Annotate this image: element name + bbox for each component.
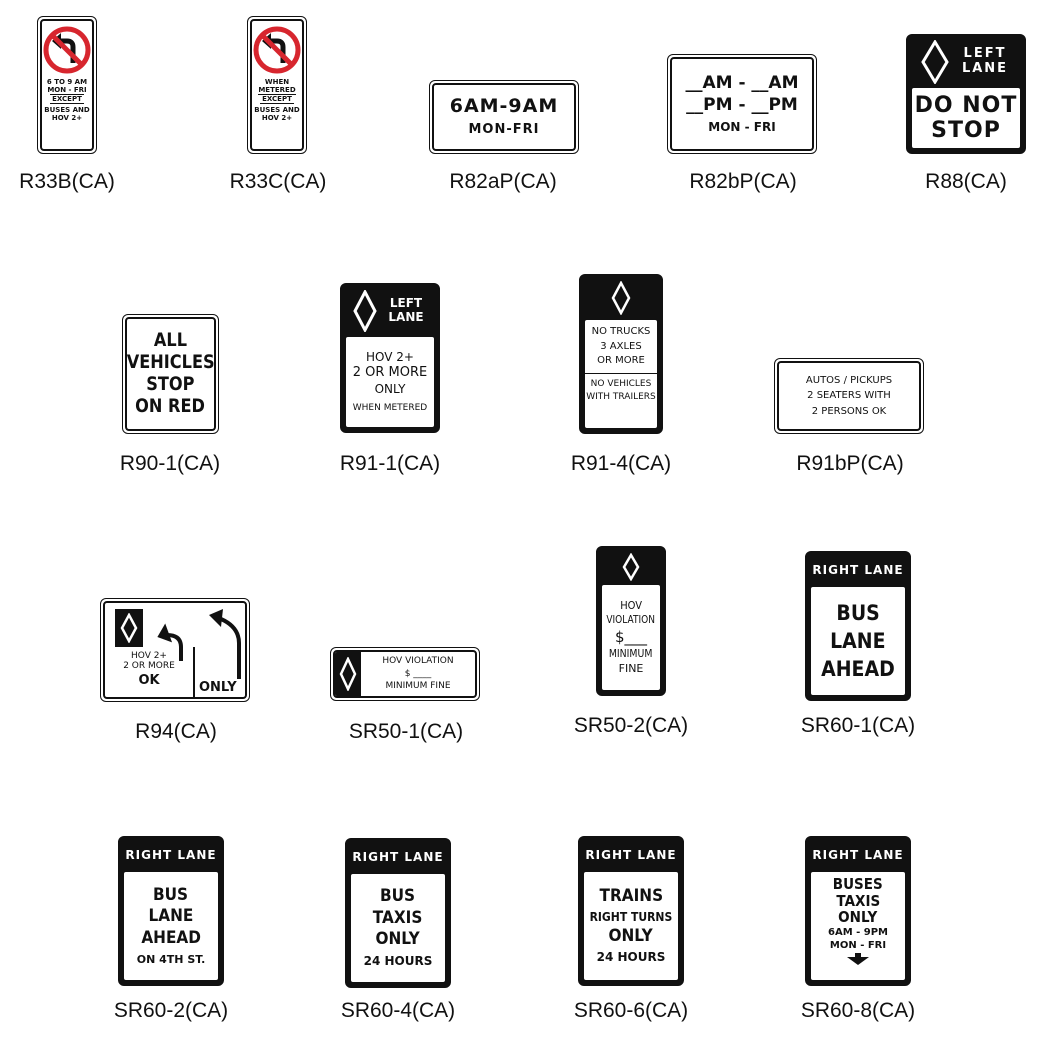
sign-text: LANE: [961, 61, 1009, 76]
sign-text: __AM - __AM: [685, 72, 799, 93]
sign-r33c: [247, 16, 307, 154]
sign-r91-4: [579, 274, 663, 434]
sign-text: ONLY: [838, 908, 878, 926]
sign-text: EXCEPT: [52, 95, 82, 104]
sign-caption: SR60-4(CA): [340, 999, 456, 1022]
sign-text: OR MORE: [597, 355, 645, 366]
sign-sr60-4: [345, 838, 451, 988]
hov-diamond-box: [115, 609, 143, 647]
sign-text: WHEN: [264, 78, 290, 86]
sign-text: STOP: [931, 118, 1001, 143]
sign-text: ONLY: [374, 382, 406, 397]
no-left-turn-icon: [42, 25, 92, 75]
sign-sr50-2: [596, 546, 666, 696]
sign-sr60-6: [578, 836, 684, 986]
sign-r91-1: [340, 283, 440, 433]
sign-caption: R88(CA): [925, 170, 1007, 193]
sign-caption: SR50-1(CA): [348, 720, 464, 743]
sign-text: TRAINS: [599, 886, 663, 907]
sign-caption: SR60-1(CA): [800, 714, 916, 737]
sign-text: LEFT: [963, 46, 1007, 62]
sign-text: EXCEPT: [262, 95, 292, 104]
sign-header: RIGHT LANE: [123, 841, 219, 869]
sign-caption: SR60-2(CA): [113, 999, 229, 1022]
sign-text: 3 AXLES: [600, 340, 642, 352]
sign-text: $ ____: [404, 668, 432, 679]
sign-caption: R33B(CA): [19, 170, 115, 193]
sign-text: VIOLATION: [606, 613, 656, 627]
sign-text: BUSES AND: [254, 106, 300, 115]
sign-text: BUS: [153, 884, 189, 905]
sign-text: LANE: [830, 628, 886, 653]
sign-text: METERED: [258, 86, 296, 95]
sign-sr60-8: [805, 836, 911, 986]
sign-sr50-1: [330, 647, 480, 701]
down-arrow-icon: [845, 953, 871, 965]
curved-left-arrow-icon: [205, 609, 247, 679]
sign-text: MON - FRI: [829, 939, 887, 951]
sign-r88: [906, 34, 1026, 154]
sign-text: VEHICLES: [126, 351, 215, 374]
sign-text: 24 HOURS: [596, 950, 666, 965]
sign-text: MON - FRI: [708, 119, 776, 134]
sign-text: ONLY: [608, 925, 654, 946]
sign-caption: R91-4(CA): [570, 452, 672, 475]
sign-text: 2 PERSONS OK: [811, 405, 887, 417]
sign-text: ALL: [153, 329, 188, 352]
sign-r90-1: [122, 314, 219, 434]
sign-r82ap: [429, 80, 579, 154]
sign-text: 2 OR MORE: [123, 661, 175, 672]
sign-header: RIGHT LANE: [810, 841, 906, 869]
sign-text: LEFT: [389, 296, 423, 311]
sign-text: ON RED: [135, 394, 206, 417]
sign-text: 2 OR MORE: [352, 365, 428, 381]
sign-text: BUSES: [833, 875, 883, 893]
sign-text: DO NOT: [914, 92, 1018, 118]
sign-header: RIGHT LANE: [810, 556, 906, 584]
sign-text: AUTOS / PICKUPS: [805, 374, 893, 386]
no-left-turn-icon: [252, 25, 302, 75]
sign-text: MINIMUM: [609, 647, 653, 661]
sign-text: 24 HOURS: [363, 953, 433, 968]
sign-text: 2 SEATERS WITH: [807, 390, 891, 402]
sign-caption: R90-1(CA): [119, 452, 221, 475]
sign-r91bp: [774, 358, 924, 434]
sign-header: RIGHT LANE: [583, 841, 679, 869]
sign-text: LANE: [388, 310, 424, 324]
sign-text: BUSES AND: [44, 106, 90, 115]
hov-diamond-icon: [353, 290, 377, 332]
sign-text: MON-FRI: [468, 122, 540, 138]
sign-text: AHEAD: [141, 927, 201, 948]
hov-diamond-icon: [921, 40, 949, 84]
sign-text: LANE: [148, 906, 194, 927]
sign-text: HOV: [620, 598, 642, 612]
hov-diamond-box: [335, 652, 361, 696]
sign-r94: [100, 598, 250, 702]
sign-caption: R82aP(CA): [449, 170, 557, 193]
sign-text: HOV 2+: [51, 114, 83, 123]
sign-caption: SR50-2(CA): [573, 714, 689, 737]
sign-r82bp: [667, 54, 817, 154]
sign-text: NO VEHICLES: [590, 378, 652, 389]
sign-text: __PM - __PM: [686, 95, 798, 116]
sign-text: TAXIS: [836, 891, 880, 910]
sign-text: MINIMUM FINE: [385, 681, 451, 692]
sign-text: HOV 2+: [366, 349, 414, 364]
sign-text: HOV VIOLATION: [382, 656, 454, 667]
sign-text: MON - FRI: [47, 86, 87, 95]
sign-header: RIGHT LANE: [350, 843, 446, 871]
sign-text: ONLY: [199, 680, 237, 695]
sign-text: WITH TRAILERS: [586, 391, 656, 402]
sign-text: 6 TO 9 AM: [46, 78, 88, 86]
sign-text: RIGHT TURNS: [589, 909, 673, 924]
sign-r33b: [37, 16, 97, 154]
sign-text: BUS: [836, 600, 880, 625]
sign-caption: R33C(CA): [229, 170, 327, 193]
sign-text: ONLY: [375, 929, 421, 950]
sign-text: TAXIS: [373, 907, 423, 928]
sign-text: OK: [138, 672, 160, 688]
sign-caption: R91bP(CA): [796, 452, 904, 475]
sign-text: 6AM-9AM: [449, 94, 559, 117]
hov-diamond-icon: [120, 613, 138, 643]
sign-text: HOV 2+: [131, 651, 167, 661]
sign-text: 6AM - 9PM: [828, 926, 888, 938]
sign-caption: SR60-6(CA): [573, 999, 689, 1022]
sign-sr60-2: [118, 836, 224, 986]
sign-text: NO TRUCKS: [591, 326, 651, 337]
sign-caption: R82bP(CA): [689, 170, 797, 193]
hov-diamond-icon: [611, 281, 631, 315]
sign-text: $___: [614, 627, 648, 646]
hov-diamond-icon: [339, 657, 357, 691]
sign-text: WHEN METERED: [352, 403, 428, 414]
sign-text: STOP: [146, 373, 195, 395]
sign-caption: SR60-8(CA): [800, 999, 916, 1022]
sign-text: FINE: [618, 661, 644, 675]
sign-caption: R91-1(CA): [339, 452, 441, 475]
sign-sr60-1: [805, 551, 911, 701]
sign-text: AHEAD: [821, 657, 895, 682]
sign-text: BUS: [380, 886, 416, 907]
sign-text: HOV 2+: [261, 114, 293, 123]
hov-diamond-icon: [622, 553, 640, 581]
sign-text: ON 4TH ST.: [136, 952, 206, 966]
sign-caption: R94(CA): [135, 720, 217, 743]
